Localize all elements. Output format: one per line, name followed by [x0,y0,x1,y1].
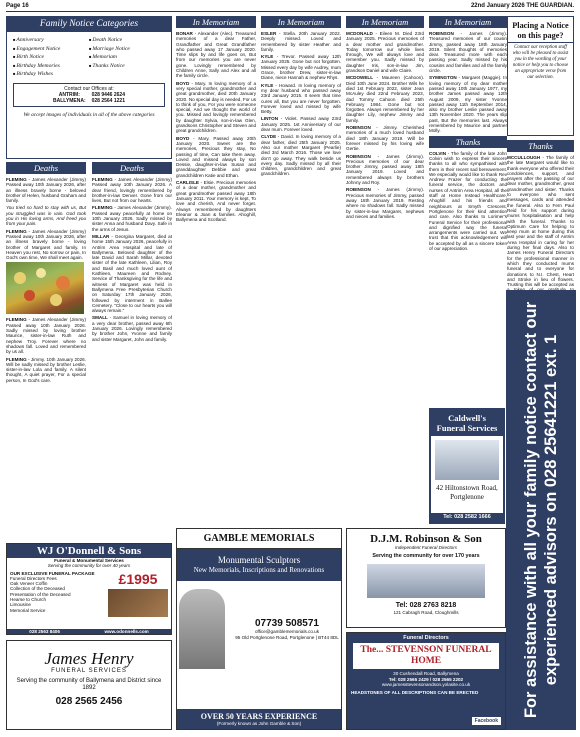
caldwell-ad [429,408,505,524]
djm-name: D.J.M. Robinson & Son [370,533,482,545]
notice: KYLE - Howard. In loving memory of my dear husband who passed away 23rd January 2015. It seem that time cures all, But you are never forgotten. Forever loved and missed by wife Betty. [261,82,341,115]
jh-sub: FUNERAL SERVICES [51,668,127,674]
djm-years: Serving the community for over 170 years [372,553,480,560]
deaths-column-2 [92,162,172,540]
odonnell-ad [6,543,172,635]
jh-phone: 028 2565 2456 [55,696,123,708]
notice: MCDOWELL - Maureen (Cahoon). Died 10th June 2024. Brother Wils he died 1st February 2022, sister Jean McAuley died 22nd February 2023, dad Tommy Cahoon died 25th February 1984. Gone but not forgotten. Always remembered by her daughter Lily, nephew Jimmy and family. [346,75,424,123]
notice: MCCULLOUGH - The family of the late Margaret would like to thank everyone who offered their condolences, support, and prayers after the passing of our dear mother, grandmother, great grandmother and sister. Thanks to everyone who sent messages, cards and attended the funeral. Also to Fern Paul Reid for his support during mums hospitalisation and help with the funeral. Thanks to Optimum Care for helping to keep mum at home during this last year and the staff of Antrim Area Hospital in caring for her during her final days. Also to James Henry Funeral Directors for the professional manner in which they conducted mums funeral and to everyone for donations to N.I. Chest, Heart and Stroke in lieu of flowers. Trusting this will be accepted as [507,155,574,288]
memoriam-column-1 [176,16,256,526]
odonnell-phone: 028 2563 8406 [29,628,60,634]
notice: SMALL - Samuel in loving memory of a very dear brother, passed away 6th January 2026. Lovingly remembered by brother John, Yvonne and family and sister Margaret, John and family. [92,315,172,342]
notice: COLVIN - The family of the late John Colvin wish to express their sincere thanks to all who sympathised with them in their recent sad bereavement. We especially would like to thank Rev Andrew Frazer for conducting the funeral service, the doctors and nurses of Antrim Area Hospital, all the staff at Home Instead Healthcare, Ahoghill and his friends and neighbours at Smyth Crescent, Portglenone for their kind attention and care. Also thanks to Lorimer's Funeral Service for their professional and dignified way the funeral arrangements were carried out. We trust that this acknowledgement will be accepted by all as a sincere token of our appreciation. [429,150,507,251]
category-item: ■ Birthday Memories [13,62,89,71]
issue-date: 22nd January 2026 THE GUARDIAN. [470,3,574,9]
stevenson-note: HEADSTONES OF ALL DESCRIPTIONS CAN BE ERECTED [351,690,479,696]
section-header-memoriam: In Memoriam [429,16,507,28]
placing-text: Contact our reception staff who will be pleased to assist you in the wording of your notice or help you to choose an appropriate verse from our selection. [512,45,569,80]
gamble-l1: Monumental Sculptors [217,555,301,565]
placing-notice-box [507,16,574,136]
odonnell-item: Collection of the Deceased [10,586,65,592]
gamble-phone: 07739 508571 [255,618,319,630]
category-item: ■ Thanks Notice [89,62,165,71]
antrim-phone: 028 9446 2624 [91,91,125,98]
odonnell-web: www.odonnells.com [104,628,149,634]
odonnell-price: £1995 [118,570,158,587]
odonnell-item: Funeral Directors Fees [10,575,57,581]
djm-phone: Tel: 028 2763 8218 [395,601,457,609]
ballymena-phone: 028 2564 1221 [91,97,125,104]
coffin-image [108,589,168,617]
odonnell-item: Hearse to Church [10,597,47,603]
categories-title: Family Notice Categories [7,17,171,32]
headstone-image [179,589,225,669]
page-header [6,2,574,12]
categories-note: We accept images of individuals in all of the above categories [23,111,155,118]
contact-offices [13,83,165,107]
notice: ROBINSON - James (Jimmy). Precious memories of our dear brother Jimmy, passed away 18th January 2019. Loved and remembered always by brothers Johnny and Roy. [346,153,424,186]
jh-line: Serving the community of Ballymena and District since 1892 [16,678,162,692]
notice: FLEMING - James Alexander (Jimmy). Passed away peacefully at home on 10th January 2026. Sadly missed by sister Anna and husband Davy. Safe in the arms of Jesus. [92,205,172,232]
category-item: ■ Memoriam [89,53,165,62]
page-number: Page 16 [6,3,29,9]
caldwell-addr: 42 Hiltonstown Road, Portglenone [436,484,498,501]
family-notice-categories [6,16,172,159]
section-header-memoriam: In Memoriam [261,16,341,28]
category-item: ■ Death Notice [89,36,165,45]
flowers-photo [6,262,84,314]
djm-robinson-ad [346,528,506,628]
memoriam-column-3 [346,16,424,526]
caldwell-name: Caldwell's Funeral Services [431,410,503,436]
notice: FLEMING - James Alexander (Jimmy) Passed away 10th January 2026. Sadly missed by loving brother Maurice, sister-in-law Ruth and nephew Troy. Forever where no shadows fall. Loved and remembered by us all. [6,317,86,355]
odonnell-package: OUR EXCLUSIVE FUNERAL PACKAGE [10,570,95,576]
advisor-ad-text: For assistance with all your family notice contact our experienced advisors on 028 25641221 ext. 1 [522,301,560,719]
notice: BOYD - Mary. Passed away 20th January 2020. Sweet are the memories, Precious they stay, No passing of time, Can take them away. Loved and missed always by son Dessie, daughter-in-law Susan and granddaughter Debbie and great grandchildren Katie and Ethan. [176,135,256,178]
caldwell-phone: Tel: 028 2582 1666 [431,513,503,522]
stevenson-phone: Tel: 028 2565 2429 / 028 2565 2202 [388,676,464,682]
notice: FLEMING - James Alexander (Jimmy) Passed away 10th January 2026. A dear friend, lovingly remembered by brother-in-law Denver. Gone from our lives, But not from our hearts. [92,177,172,204]
odonnell-item: Limousine [10,602,31,608]
notice: ESLER - Stella. 20th January 2022. Deeply missed. Loved and remembered by sister Heather and family. [261,31,341,52]
odonnell-sub: Funeral & Monumental Services [54,558,124,563]
category-item: ■ Birthday Wishes [13,70,89,79]
notice: BOYD - Mary. In loving memory of a very special mother, grandmother and great grandmother, died 20th January 2020. No special day is needed, For us to think of you, For you were someone special, And we thought the world of you. Missed and lovingly remembered by daughter Sylvia, son-in-law Glen, grandsons Christopher and Steven and great grandchildren. [176,80,257,134]
djm-building-image [367,564,485,598]
gamble-years: OVER 50 YEARS EXPERIENCE [200,711,318,721]
placing-title: Placing a Notice on this page? [508,17,573,43]
notice: ROBINSON - James (Jimmy). Treasured memories of our cousin Jimmy, passed away 18th January 2019. Silent thoughts of memories dear. Treasured more with each passing year. Sadly missed by his cousins and families and all the family circle. [429,31,507,74]
notice: KYLE - Trevor. Passed away 12th January 2025. Gone but not forgotten. Missed every day by wife Audrey, mum Grace, brother Drew, sister-in-law Diane, niece Hannah & nephew Rhys. [261,54,341,81]
djm-addr: 121 Cabragh Road, Cloughmills [393,609,459,615]
advisor-vertical-ad [506,290,576,730]
notice: BONAR - Alexander (Alec). Treasured memories of a dear Father, Grandfather and Great Grandfather who passed away 17 January 2020. Time slips by and life goes on, But from our memories you are never gone. Lovingly remembered by Children Anne, Sally and Alex and all the family circle. [176,31,256,79]
thanks-column [507,140,574,286]
notice: CARLISLE - Elsie. Precious memories of a dear mother, grandmother and great grandmother passed away 18th January 2011. Your memory is kept, To love and cherish, And never forget. Always remembered by daughters Eleanor & Joan & families. Ahoghill, Ballymena and Scotland. [176,180,256,223]
section-header-memoriam: In Memoriam [346,16,424,28]
categories-list [7,32,171,81]
jh-name: James Henry [44,649,134,668]
odonnell-footer [7,629,171,634]
gamble-l2: New Memorials, Inscriptions and Renovations [193,566,325,574]
notice: SYMINGTON - Margaret (Maggie). In loving memory of my dear mother passed away 10th January 1977, my brother James passed away 12th August 2009, my sister Yvonne passed away 11th September 2014, also my brother Leslie passed away 13th November 2020. The years slip past, But the memories last. Always remembered by Maurice and partner Molly. [429,75,507,134]
notice: ROBINSON - James (Jimmy). Precious memories of Jimmy, passed away 18th January 2019. Resting where no shadows fall. Sadly missed by sister-in-law Margaret, nephews and nieces and families. [346,187,424,219]
james-henry-ad [6,640,172,730]
section-header-memoriam: In Memoriam [176,16,256,28]
deaths-column-1 [6,162,86,540]
stevenson-top: Funeral Directors [403,635,449,641]
odonnell-item: Oak Veneer Coffin [10,581,48,587]
notice: ROBINSON - Jimmy. Cherished memories of a much loved husband died 18th January 2019. Will be forever missed by his loving wife Gertie. [346,125,424,152]
odonnell-name: WJ O'Donnell & Sons [7,544,171,558]
notice: FLEMING - James Alexander (Jimmy) Passed away 10th January 2026, after an illness bravely borne - beloved brother of Helen, husband Graham and family. [6,177,86,204]
section-header-thanks: Thanks [507,140,574,152]
section-header-thanks: Thanks [429,136,507,148]
notice: MCDONALD - Eileen M. Died 23rd January 2025. Precious memories of a dear mother and grandmother. Today tomorrow our whole lives through, We will always love and remember you. Sadly missed by daughter Iris, son-in-law Jim, grandson Daniel and wife Claire. [346,31,424,74]
gamble-addr: 95 Old Portglenone Road, Portglenone | BT44 8DL [235,634,339,640]
gamble-email: office@gamblememorials.co.uk [254,629,320,635]
odonnell-item: Memorial Service [10,607,46,613]
gamble-sub: (Formerly known as John Gamble & Son) [216,720,302,726]
category-item: ■ Birth Notice [13,53,89,62]
antrim-label: ANTRIM: [58,91,80,98]
category-item: ■ Engagement Notice [13,45,89,54]
djm-sub: Independent Funeral Directors [394,545,458,550]
notice: CLYDE - David. In loving memory of a dear father, died 25th January 2025. Also our mother Margaret (Pearlie) died 3rd March 2016. Those we love don't go away. They walk beside us every day. Sadly missed by all their children, grandchildren and great grandchildren. [261,134,341,177]
stevenson-ad [346,632,506,730]
notice: FLEMING - James Alexander (Jimmy) Passed away 10th January 2026, after an illness bravely borne - loving brother of Margaret and family. In Heaven you rest, No sorrow or pain, In God's own time, We shall meet again. [6,228,86,261]
contact-label: Contact our Offices at: [64,85,114,92]
memoriam-column-2 [261,16,341,526]
stevenson-addr: 30 Cushendall Road, Ballymena [393,671,459,677]
caldwell-building-image [435,440,499,480]
gamble-name: GAMBLE MEMORIALS [177,529,341,549]
category-item: ■ Marriage Notice [89,45,165,54]
stevenson-web: www.jamesstevensonandson.yolasite.co.uk [381,681,471,687]
ballymena-label: BALLYMENA: [53,97,86,104]
section-header-deaths: Deaths [92,162,172,174]
category-item: ■ Anniversary [13,36,89,45]
notice: MILLAR - Georgina Margaret, died at home 15th January 2026, peacefully in Antrim Area Hospital and late of Ballymena. Beloved daughter of the late David and Sarah Millar, devoted sister of the late Kathleen, Lilian, Roy and Basil and much loved aunt of Kathleen, Maureen and Rodney. Service of Thanksgiving for the life and witness of Margaret was held in Ballymena Free Presbyterian Church on Saturday 17th January 2026, followed by interment in Ballee Cemetery. "Close to our hearts you will always remain." [92,233,172,314]
facebook-icon: Facebook [472,717,501,725]
odonnell-line: Serving the community for over 40 years [47,563,131,569]
notice: FLEMING - Jimmy. 10th January 2026. Will be sadly missed by brother Leslie, sister-in-law Lola and family. A silent thought, A quiet prayer, For a special person, In God's care. [6,356,87,383]
stevenson-name: The... STEVENSON FUNERAL HOME [353,643,499,669]
section-header-deaths: Deaths [6,162,86,174]
odonnell-item: Presentation of the Deceased [10,591,71,597]
notice: LINTON - Violet. Passed away 23rd January 2025. 1st Anniversary of our dear mum. Forever loved. [261,116,342,133]
gamble-memorials-ad [176,528,342,730]
verse: You tried so hard to stay with us, But you struggled was in vain. God took you in His loving arms, And freed you from your pain. [6,205,86,227]
